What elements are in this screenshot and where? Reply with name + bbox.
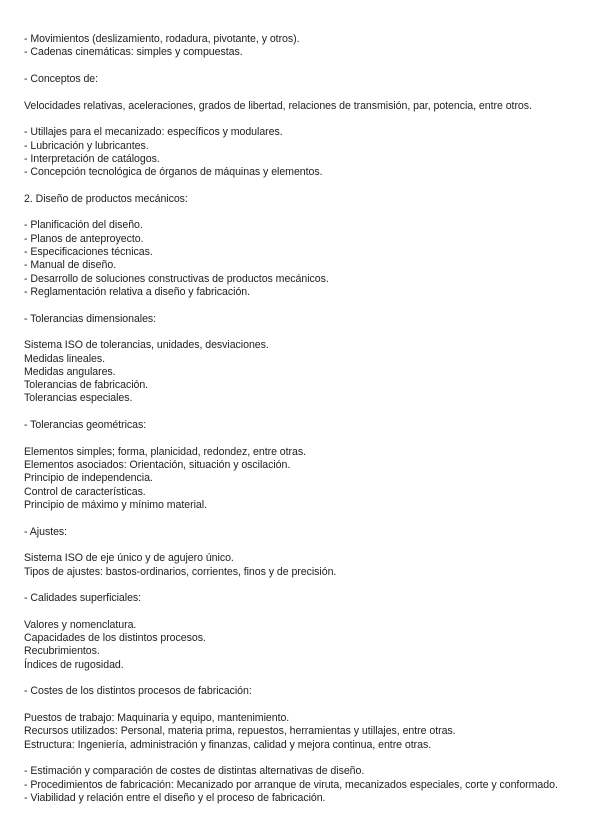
text-line: Puestos de trabajo: Maquinaria y equipo, mantenimiento. [24,711,290,724]
blank-line [24,60,592,73]
document-page [24,33,592,805]
subsection-heading: - Tolerancias dimensionales: [24,312,157,325]
list-item: - Planos de anteproyecto. [24,232,144,245]
text-line: Medidas angulares. [24,365,116,378]
blank-line [24,113,592,126]
blank-line [24,406,592,419]
blank-line [24,86,592,99]
list-item: - Estimación y comparación de costes de distintas alternativas de diseño. [24,765,365,778]
list-item: - Manual de diseño. [24,259,117,272]
text-line: Recursos utilizados: Personal, materia prima, repuestos, herramientas y utillajes, entre otras. [24,725,456,738]
blank-line [24,206,592,219]
list-item: - Cadenas cinemáticas: simples y compuestas. [24,46,243,59]
text-line: Principio de independencia. [24,472,153,485]
text-line: Estructura: Ingeniería, administración y finanzas, calidad y mejora continua, entre otras. [24,738,432,751]
text-line: Recubrimientos. [24,645,100,658]
subsection-heading: - Ajustes: [24,525,68,538]
blank-line [24,432,592,445]
document-body [24,33,592,805]
text-line: Control de características. [24,485,146,498]
list-item: - Desarrollo de soluciones constructivas de productos mecánicos. [24,272,329,285]
list-item: - Reglamentación relativa a diseño y fabricación. [24,285,251,298]
blank-line [24,672,592,685]
subsection-heading: - Conceptos de: [24,72,99,85]
text-line: Valores y nomenclatura. [24,618,137,631]
section-heading: 2. Diseño de productos mecánicos: [24,192,188,205]
subsection-heading: - Calidades superficiales: [24,592,142,605]
list-item: - Interpretación de catálogos. [24,152,160,165]
list-item: - Lubricación y lubricantes. [24,139,149,152]
blank-line [24,539,592,552]
text-line: Elementos asociados: Orientación, situación y oscilación. [24,459,291,471]
text-line: Tipos de ajustes: bastos-ordinarios, corrientes, finos y de precisión. [24,565,337,578]
text-line: Velocidades relativas, aceleraciones, grados de libertad, relaciones de transmisión, par, potencia, entre otros. [24,99,532,112]
list-item: - Concepción tecnológica de órganos de máquinas y elementos. [24,166,323,179]
list-item: - Especificaciones técnicas. [24,246,153,258]
blank-line [24,579,592,592]
list-item: - Procedimientos de fabricación: Mecanizado por arranque de viruta, mecanizados especiales, corte y conformado. [24,778,558,791]
text-line: Sistema ISO de tolerancias, unidades, desviaciones. [24,339,269,352]
text-line: Medidas lineales. [24,352,106,365]
blank-line [24,179,592,192]
text-line: Elementos simples; forma, planicidad, redondez, entre otras. [24,445,306,458]
text-line: Tolerancias de fabricación. [24,379,149,392]
text-line: Sistema ISO de eje único y de agujero único. [24,552,234,565]
subsection-heading: - Tolerancias geométricas: [24,419,147,432]
blank-line [24,326,592,339]
list-item: - Viabilidad y relación entre el diseño y el proceso de fabricación. [24,791,326,804]
blank-line [24,605,592,618]
text-line: Índices de rugosidad. [24,658,124,671]
text-line: Capacidades de los distintos procesos. [24,632,206,645]
subsection-heading: - Costes de los distintos procesos de fabricación: [24,685,252,698]
list-item: - Planificación del diseño. [24,219,143,232]
list-item: - Movimientos (deslizamiento, rodadura, pivotante, y otros). [24,33,300,45]
text-line: Principio de máximo y mínimo material. [24,498,207,511]
list-item: - Utillajes para el mecanizado: específicos y modulares. [24,126,283,139]
blank-line [24,699,592,712]
blank-line [24,752,592,765]
blank-line [24,299,592,312]
text-line: Tolerancias especiales. [24,392,133,405]
blank-line [24,512,592,525]
